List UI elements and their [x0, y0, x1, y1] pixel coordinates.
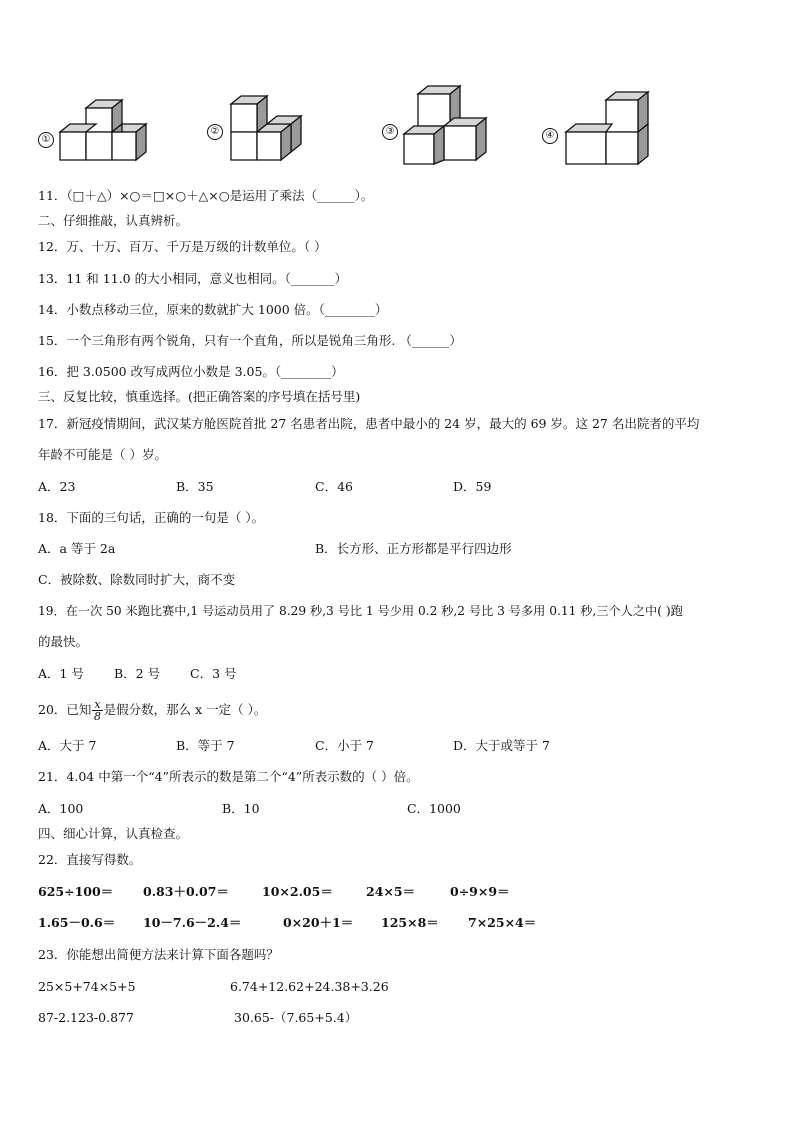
q20-option-a: A．大于 7 [38, 738, 97, 753]
q18-option-b: B．长方形、正方形都是平行四边形 [315, 541, 512, 556]
question-21: 21．4.04 中第一个“4”所表示的数是第二个“4”所表示数的（ ）倍。 [38, 769, 419, 784]
q21-option-a: A．100 [38, 801, 84, 816]
q17-option-b: B．35 [176, 479, 214, 494]
question-12: 12．万、十万、百万、千万是万级的计数单位。（ ） [38, 239, 327, 254]
q22-r2-c5: 7×25×4＝ [468, 915, 537, 930]
question-11: 11．（□＋△）×○＝□×○＋△×○是运用了乘法（______）。 [38, 188, 374, 203]
section-4-heading: 四、细心计算，认真检查。 [38, 826, 189, 841]
cube-drawing-1 [36, 80, 156, 170]
question-20 [38, 699, 266, 722]
cube-figure-3 [380, 80, 500, 170]
q20-option-d: D．大于或等于 7 [453, 738, 550, 753]
cube-figure-4 [540, 80, 670, 170]
q17-option-d: D．59 [453, 479, 492, 494]
q20-option-b: B．等于 7 [176, 738, 235, 753]
q23-item-3: 87-2.123-0.877 [38, 1010, 134, 1025]
q17-option-c: C．46 [315, 479, 353, 494]
q22-r1-c5: 0÷9×9＝ [450, 884, 510, 899]
fraction-denominator: 8 [94, 710, 102, 723]
question-19-line1: 19．在一次 50 米跑比赛中,1 号运动员用了 8.29 秒,3 号比 1 号少用 0.2 秒,2 号比 3 号多用 0.11 秒,三个人之中( )跑 [38, 604, 683, 618]
q20-option-c: C．小于 7 [315, 738, 374, 753]
section-2-heading: 二、仔细推敲，认真辨析。 [38, 213, 189, 228]
cube-figure-1 [36, 80, 156, 170]
question-17-line2: 年龄不可能是（ ）岁。 [38, 447, 167, 462]
q22-r2-c1: 1.65－0.6＝ [38, 915, 116, 930]
q22-r1-c2: 0.83＋0.07＝ [143, 884, 229, 899]
question-16: 16．把 3.0500 改写成两位小数是 3.05。（________） [38, 364, 344, 379]
figure-label-2: ② [207, 124, 223, 140]
fraction-numerator: x [94, 698, 101, 711]
q20-prefix: 20．已知 [38, 702, 92, 717]
q18-option-a: A．a 等于 2a [38, 541, 116, 556]
question-22: 22．直接写得数。 [38, 852, 142, 867]
cube-drawing-4 [540, 80, 670, 170]
q19-option-a: A．1 号 [38, 666, 84, 681]
q21-option-b: B．10 [222, 801, 260, 816]
q23-item-2: 6.74+12.62+24.38+3.26 [230, 979, 389, 994]
q17-option-a: A．23 [38, 479, 76, 494]
q19-option-b: B．2 号 [114, 666, 161, 681]
question-14: 14．小数点移动三位，原来的数就扩大 1000 倍。（________） [38, 302, 388, 317]
question-23: 23．你能想出简便方法来计算下面各题吗？ [38, 947, 279, 962]
question-13: 13．11 和 11.0 的大小相同，意义也相同。（_______） [38, 271, 348, 286]
fraction-x-over-8 [92, 699, 102, 722]
q22-r1-c1: 625÷100＝ [38, 884, 114, 899]
question-15: 15．一个三角形有两个锐角，只有一个直角，所以是锐角三角形. （______） [38, 333, 462, 348]
q19-option-c: C．3 号 [190, 666, 237, 681]
figure-label-1: ① [38, 132, 54, 148]
cube-figure-2 [205, 80, 335, 170]
question-19-line2: 的最快。 [38, 634, 89, 649]
q22-r1-c3: 10×2.05＝ [262, 884, 333, 899]
q18-option-c: C．被除数、除数同时扩大，商不变 [38, 572, 236, 587]
q23-item-4: 30.65-（7.65+5.4） [234, 1010, 358, 1025]
figure-label-4: ④ [542, 128, 558, 144]
question-18: 18．下面的三句话，正确的一句是（ ）。 [38, 510, 265, 525]
question-17-line1: 17．新冠疫情期间，武汉某方舱医院首批 27 名患者出院，患者中最小的 24 岁，最大的 69 岁。这 27 名出院者的平均 [38, 416, 700, 431]
q22-r1-c4: 24×5＝ [366, 884, 416, 899]
figure-label-3: ③ [382, 124, 398, 140]
q21-option-c: C．1000 [407, 801, 461, 816]
q22-r2-c2: 10－7.6－2.4＝ [143, 915, 242, 930]
q23-item-1: 25×5+74×5+5 [38, 979, 136, 994]
q20-suffix: 是假分数，那么 x 一定（ ）。 [103, 702, 267, 717]
cube-drawing-2 [205, 80, 335, 170]
q22-r2-c3: 0×20＋1＝ [283, 915, 354, 930]
q22-r2-c4: 125×8＝ [381, 915, 439, 930]
cube-drawing-3 [380, 80, 500, 170]
section-3-heading: 三、反复比较，慎重选择。(把正确答案的序号填在括号里) [38, 389, 361, 404]
